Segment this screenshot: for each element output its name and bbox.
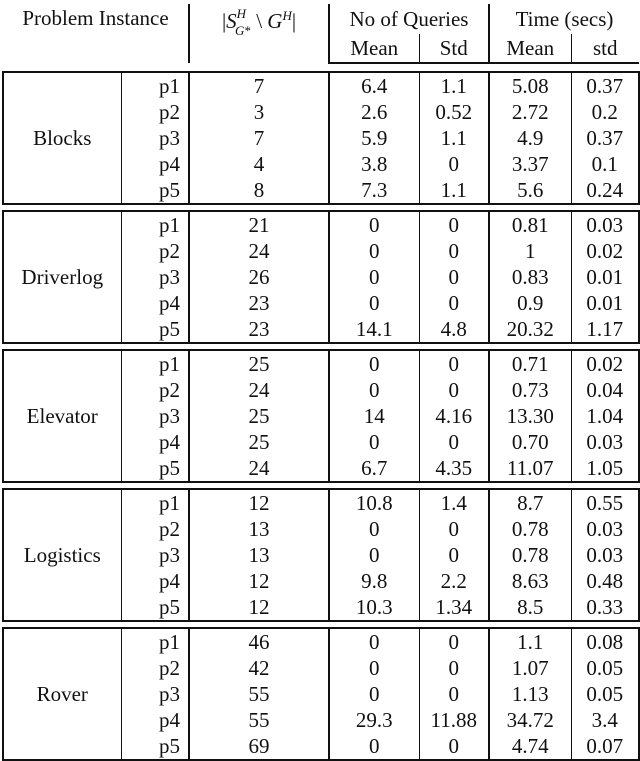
time-mean-value: 2.72 [489, 99, 571, 125]
set-diff-value: 25 [189, 429, 329, 455]
time-std-value: 1.17 [571, 316, 639, 343]
problem-id: p3 [121, 681, 189, 707]
set-diff-value: 55 [189, 681, 329, 707]
problem-id: p1 [121, 489, 189, 516]
problem-id: p1 [121, 211, 189, 238]
table-row [3, 489, 639, 516]
set-diff-value: 24 [189, 455, 329, 482]
set-diff-value: 24 [189, 377, 329, 403]
problem-id: p1 [121, 72, 189, 99]
queries-mean-value: 0 [329, 542, 419, 568]
set-diff-value: 12 [189, 594, 329, 621]
set-diff-value: 69 [189, 733, 329, 760]
queries-mean-value: 0 [329, 429, 419, 455]
queries-mean-value: 0 [329, 628, 419, 655]
queries-mean-value: 0 [329, 238, 419, 264]
queries-mean-value: 3.8 [329, 151, 419, 177]
queries-std-value: 0 [419, 429, 489, 455]
gap-cell [3, 204, 639, 211]
time-mean-value: 0.70 [489, 429, 571, 455]
time-std-value: 0.37 [571, 125, 639, 151]
set-diff-value: 13 [189, 542, 329, 568]
problem-id: p5 [121, 594, 189, 621]
group-gap [3, 343, 639, 350]
queries-mean-value: 2.6 [329, 99, 419, 125]
queries-mean-value: 0 [329, 290, 419, 316]
table-row [3, 628, 639, 655]
queries-std-value: 0 [419, 290, 489, 316]
time-mean-value: 1 [489, 238, 571, 264]
queries-std-value: 0 [419, 211, 489, 238]
time-std-value: 0.03 [571, 211, 639, 238]
time-std-value: 0.33 [571, 594, 639, 621]
time-mean-value: 3.37 [489, 151, 571, 177]
queries-mean-value: 0 [329, 350, 419, 377]
time-mean-value: 20.32 [489, 316, 571, 343]
time-mean-value: 1.07 [489, 655, 571, 681]
problem-id: p2 [121, 655, 189, 681]
queries-std-value: 1.34 [419, 594, 489, 621]
queries-std-value: 0 [419, 151, 489, 177]
results-table [2, 4, 640, 761]
set-diff-value: 55 [189, 707, 329, 733]
set-diff-value: 12 [189, 568, 329, 594]
time-std-value: 0.05 [571, 681, 639, 707]
problem-id: p4 [121, 429, 189, 455]
queries-mean-value: 14.1 [329, 316, 419, 343]
time-mean-value: 0.81 [489, 211, 571, 238]
queries-std-value: 1.1 [419, 177, 489, 204]
problem-id: p2 [121, 377, 189, 403]
time-std-value: 1.04 [571, 403, 639, 429]
problem-id: p3 [121, 264, 189, 290]
time-std-value: 0.03 [571, 542, 639, 568]
problem-id: p1 [121, 350, 189, 377]
time-mean-value: 8.63 [489, 568, 571, 594]
queries-mean-value: 29.3 [329, 707, 419, 733]
header-queries-mean: Mean [329, 34, 419, 63]
queries-std-value: 1.1 [419, 125, 489, 151]
queries-mean-value: 6.7 [329, 455, 419, 482]
problem-id: p4 [121, 707, 189, 733]
time-std-value: 0.03 [571, 516, 639, 542]
set-diff-value: 23 [189, 290, 329, 316]
queries-mean-value: 5.9 [329, 125, 419, 151]
queries-std-value: 0 [419, 628, 489, 655]
problem-id: p2 [121, 516, 189, 542]
time-std-value: 1.05 [571, 455, 639, 482]
time-std-value: 3.4 [571, 707, 639, 733]
queries-mean-value: 10.8 [329, 489, 419, 516]
time-std-value: 0.02 [571, 350, 639, 377]
queries-std-value: 0 [419, 238, 489, 264]
queries-std-value: 1.4 [419, 489, 489, 516]
problem-id: p2 [121, 238, 189, 264]
time-mean-value: 11.07 [489, 455, 571, 482]
time-std-value: 0.1 [571, 151, 639, 177]
group-gap [3, 63, 639, 72]
queries-mean-value: 14 [329, 403, 419, 429]
problem-id: p1 [121, 628, 189, 655]
problem-id: p3 [121, 403, 189, 429]
time-std-value: 0.01 [571, 290, 639, 316]
header-set-difference: $|S^H_{G*}$ \ $G^H|$ [189, 4, 329, 63]
time-std-value: 0.03 [571, 429, 639, 455]
queries-std-value: 0 [419, 377, 489, 403]
time-mean-value: 0.73 [489, 377, 571, 403]
problem-id: p3 [121, 125, 189, 151]
time-mean-value: 0.9 [489, 290, 571, 316]
gap-cell [3, 343, 639, 350]
gap-cell [3, 621, 639, 628]
header-time: Time (secs) [515, 6, 614, 31]
set-diff-value: 3 [189, 99, 329, 125]
queries-mean-value: 0 [329, 681, 419, 707]
queries-mean-value: 0 [329, 655, 419, 681]
problem-id: p5 [121, 177, 189, 204]
problem-id: p2 [121, 99, 189, 125]
queries-mean-value: 0 [329, 211, 419, 238]
queries-std-value: 1.1 [419, 72, 489, 99]
queries-std-value: 0.52 [419, 99, 489, 125]
set-diff-value: 13 [189, 516, 329, 542]
time-std-value: 0.2 [571, 99, 639, 125]
time-mean-value: 8.7 [489, 489, 571, 516]
set-diff-value: 21 [189, 211, 329, 238]
queries-mean-value: 10.3 [329, 594, 419, 621]
time-mean-value: 4.74 [489, 733, 571, 760]
header-row-1 [3, 4, 639, 34]
time-mean-value: 1.1 [489, 628, 571, 655]
group-gap [3, 621, 639, 628]
time-mean-value: 0.71 [489, 350, 571, 377]
problem-id: p4 [121, 151, 189, 177]
queries-std-value: 0 [419, 516, 489, 542]
set-diff-value: 23 [189, 316, 329, 343]
time-mean-value: 8.5 [489, 594, 571, 621]
queries-mean-value: 0 [329, 377, 419, 403]
queries-std-value: 0 [419, 350, 489, 377]
domain-label: Driverlog [3, 211, 121, 343]
time-std-value: 0.04 [571, 377, 639, 403]
queries-std-value: 0 [419, 542, 489, 568]
queries-mean-value: 0 [329, 516, 419, 542]
time-std-value: 0.02 [571, 238, 639, 264]
queries-std-value: 0 [419, 681, 489, 707]
set-diff-value: 7 [189, 125, 329, 151]
queries-std-value: 4.8 [419, 316, 489, 343]
time-mean-value: 5.08 [489, 72, 571, 99]
time-mean-value: 34.72 [489, 707, 571, 733]
group-gap [3, 204, 639, 211]
set-diff-value: 8 [189, 177, 329, 204]
set-diff-value: 25 [189, 403, 329, 429]
table-row [3, 350, 639, 377]
queries-std-value: 0 [419, 655, 489, 681]
time-mean-value: 0.78 [489, 542, 571, 568]
problem-id: p5 [121, 455, 189, 482]
time-mean-value: 4.9 [489, 125, 571, 151]
set-diff-value: 7 [189, 72, 329, 99]
time-mean-value: 5.6 [489, 177, 571, 204]
time-std-value: 0.07 [571, 733, 639, 760]
header-queries-std: Std [419, 34, 489, 63]
time-std-value: 0.01 [571, 264, 639, 290]
problem-id: p4 [121, 568, 189, 594]
set-diff-value: 24 [189, 238, 329, 264]
table-row [3, 72, 639, 99]
set-diff-value: 12 [189, 489, 329, 516]
queries-std-value: 11.88 [419, 707, 489, 733]
time-std-value: 0.37 [571, 72, 639, 99]
time-mean-value: 1.13 [489, 681, 571, 707]
group-gap [3, 482, 639, 489]
table-row [3, 211, 639, 238]
problem-id: p5 [121, 316, 189, 343]
problem-id: p5 [121, 733, 189, 760]
queries-std-value: 0 [419, 264, 489, 290]
time-std-value: 0.24 [571, 177, 639, 204]
queries-mean-value: 9.8 [329, 568, 419, 594]
time-mean-value: 0.78 [489, 516, 571, 542]
queries-mean-value: 6.4 [329, 72, 419, 99]
gap-cell [3, 482, 639, 489]
time-std-value: 0.05 [571, 655, 639, 681]
queries-mean-value: 7.3 [329, 177, 419, 204]
set-diff-value: 25 [189, 350, 329, 377]
header-time-std: std [571, 34, 639, 63]
time-std-value: 0.55 [571, 489, 639, 516]
time-mean-value: 0.83 [489, 264, 571, 290]
queries-mean-value: 0 [329, 733, 419, 760]
set-diff-value: 4 [189, 151, 329, 177]
set-diff-value: 42 [189, 655, 329, 681]
queries-std-value: 2.2 [419, 568, 489, 594]
header-queries: No of Queries [329, 4, 489, 34]
queries-std-value: 0 [419, 733, 489, 760]
domain-label: Blocks [3, 72, 121, 204]
queries-mean-value: 0 [329, 264, 419, 290]
set-diff-value: 26 [189, 264, 329, 290]
problem-id: p4 [121, 290, 189, 316]
time-std-value: 0.08 [571, 628, 639, 655]
domain-label: Elevator [3, 350, 121, 482]
header-problem-instance: Problem Instance [3, 4, 189, 63]
domain-label: Logistics [3, 489, 121, 621]
header-time-mean: Mean [489, 34, 571, 63]
time-mean-value: 13.30 [489, 403, 571, 429]
gap-cell [3, 63, 639, 72]
queries-std-value: 4.35 [419, 455, 489, 482]
time-std-value: 0.48 [571, 568, 639, 594]
domain-label: Rover [3, 628, 121, 760]
set-diff-value: 46 [189, 628, 329, 655]
problem-id: p3 [121, 542, 189, 568]
queries-std-value: 4.16 [419, 403, 489, 429]
